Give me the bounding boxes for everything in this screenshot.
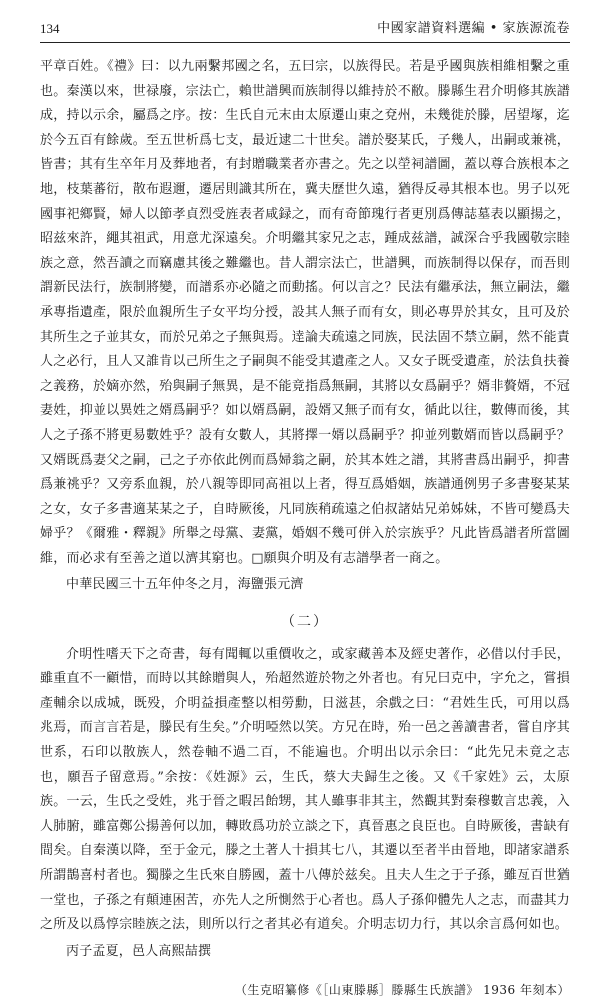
preface-one-signature: 中華民國三十五年仲冬之月，海鹽張元濟 (66, 577, 304, 593)
section-title: （二） (281, 614, 329, 631)
preface-one-paragraph: 平章百姓。《禮》曰：以九兩繫邦國之名，五曰宗，以族得民。若是乎國與族相維相繫之重也。秦漢以來，世禄廢，宗法亡，賴世譜興而族制得以維持於不敝。滕縣生君介明修其族譜成，持以示余，屬爲之序。按：生氏自元末由太原遷山東之兗州，未幾徙於滕，居望塚，迄於今五百有餘歲。至五世析爲七支，最近逮二十世矣。譜於娶某氏，子幾人，出嗣或兼祧，皆書；其有生卒年月及葬地者，有封贈職業者亦書之。先之以塋祠譜圖，蓋以尊合族根本之地，枝葉蕃衍，散布遐邇，遷居則識其所在，冀夫歷世久遠，猶得反尋其根本也。男子以死國事祀鄉賢，婦人以節孝貞烈受旌表者咸録之，而有奇節瑰行者更別爲傳誌墓表以顯揚之，昭兹來許，繩其祖武，用意尤深遠矣。介明繼其家兄之志，踵成兹譜，誠深合乎我國敬宗睦族之意，然吾讀之而竊慮其後之難繼也。昔人謂宗法亡，世譜興，而族制得以保存，而吾則謂新民法行，族制將變，而譜系亦必隨之而動搖。何以言之？民法有繼承法，無立嗣法，繼承專指遺產，限於血親所生子女平均分授，設其人無子而有女，則必專畀於其女，且可及於其所生之子並其女，而於兄弟之子無與焉。逹論夫疏遠之同族，民法固不禁立嗣，然不能責人之必行，且人又誰肯以己所生之子嗣與不能受其遺產之人。又女子既受遺產，於法負扶養之義務，於嫡亦然，殆與嗣子無異，是不能竟指爲無嗣，其將以女爲嗣乎？婿非贅婿，不冠妻姓，抑並以異姓之婿爲嗣乎？如以婿爲嗣，設婿又無子而有女，循此以往，數傳而後，其人之子孫不將更易數姓乎？設有女數人，其將擇一婿以爲嗣乎？抑並列數婿而皆以爲嗣乎？又婿既爲妻父之嗣，己之子亦依此例而爲婦翁之嗣，於其本姓之譜，其將書爲出嗣乎，抑書爲兼祧乎？又旁系血親，於八親等即同高祖以上者，得互爲婚姻，族譜通例男子多書娶某某之女，女子多書適某某之子，自時厥後，凡同族稍疏遠之伯叔諸姑兄弟姊妹，不皆可變爲夫婦乎？《爾雅・釋親》所舉之母黨、妻黨，婚姻不幾可併入於宗族乎？凡此皆爲譜者所當圖維，而必求有至善之道以濟其窮也。□願與介明及有志譜學者一商之。 (40, 59, 570, 566)
source-citation: （生克昭纂修《［山東滕縣］滕縣生氏族譜》 1936 年刻本） (234, 983, 570, 998)
running-title: 中國家譜資料選編 • 家族源流卷 (377, 21, 570, 36)
document-body (40, 55, 570, 1003)
page-header (40, 20, 570, 43)
page-number: 134 (40, 21, 60, 36)
preface-two-paragraph: 介明性嗜天下之奇書，每有聞輒以重價收之，或家藏善本及經史著作，必借以付手民，雖重直不一顧惜，而時以其餘贈與人，殆超然遊於物之外者也。有兄曰克中，字允之，嘗損產輔余以成城，既殁，介明益損產整以相勞勳，日滋甚，余戲之曰：“君姓生氏，可用以爲兆焉，而言言若是，滕民有生矣。”介明啞然以笑。方兄在時，殆一邑之善讀書者，嘗自序其世系，石印以散族人，然卷軸不過二百，不能遍也。介明出以示余曰：“此先兄未竟之志也，願吾子留意焉。”余按：《姓源》云，生氏，蔡大夫歸生之後。又《千家姓》云，太原族。一云，生氏之受姓，兆于晉之暇呂飴甥，其人雖事非其主，然觀其對秦穆數言忠義，入人肺腑，雖富鄭公揚善何以加，轉敗爲功於立談之下，真晉惠之良臣也。自時厥後，書缺有間矣。自秦漢以降，至于金元，滕之土著人十損其七八，其遷以至者半由晉地，即諸家譜系所謂鵲喜村者也。獨滕之生氏來自勝國，蓋十八傳於兹矣。且夫人生之于子孫，雖亙百世猶一堂也，子孫之有顛連困苦，亦先人之所惻然于心者也。爲人子孫仰體先人之志，而盡其力之所及以爲惇宗睦族之法，則所以行之者其必有道矣。介明志切力行，其以余言爲何如也。 (40, 646, 570, 933)
preface-two-signature: 丙子孟夏，邑人高熙喆撰 (66, 943, 212, 959)
